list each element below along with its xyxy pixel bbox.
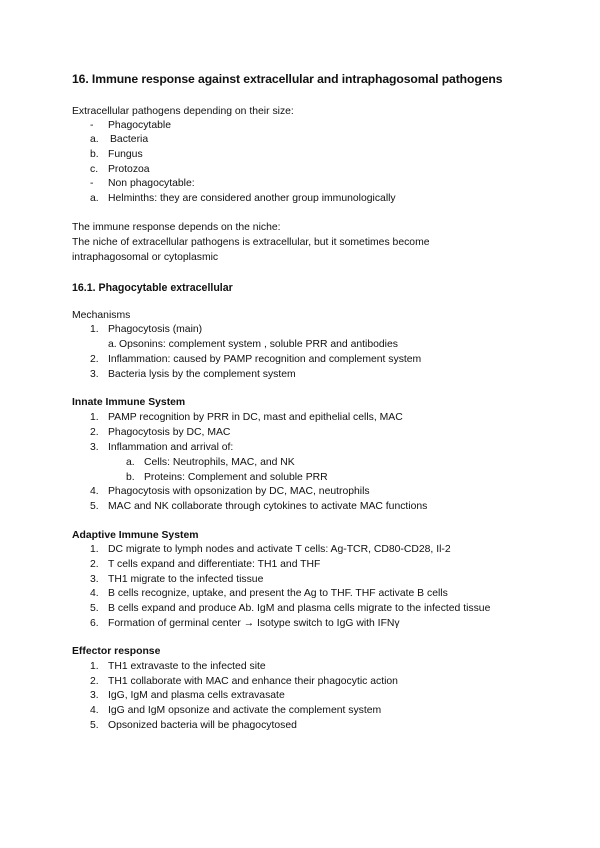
list-marker: 2.: [90, 676, 99, 687]
list-item-text: Non phagocytable:: [108, 178, 195, 189]
list-item-text: Protozoa: [108, 164, 150, 175]
mechanisms-label: Mechanisms: [72, 310, 131, 321]
list-marker: b.: [126, 472, 135, 483]
list-marker: 4.: [90, 588, 99, 599]
innate-heading: Innate Immune System: [72, 397, 186, 408]
list-item-text: TH1 migrate to the infected tissue: [108, 574, 264, 585]
effector-heading: Effector response: [72, 646, 161, 657]
list-item-text: Opsonized bacteria will be phagocytosed: [108, 720, 297, 731]
list-item-text: B cells recognize, uptake, and present the Ag to THF. THF activate B cells: [108, 588, 448, 599]
list-marker: 4.: [90, 705, 99, 716]
niche-line: intraphagosomal or cytoplasmic: [72, 252, 219, 263]
list-item-text: Phagocytosis (main): [108, 324, 203, 335]
list-marker: 1.: [90, 544, 99, 555]
list-item-text: Opsonins: complement system , soluble PRR and antibodies: [119, 339, 398, 350]
list-marker: 3.: [90, 369, 99, 380]
list-item-text: Inflammation and arrival of:: [108, 442, 234, 453]
list-marker: -: [90, 178, 94, 189]
list-marker: 1.: [90, 661, 99, 672]
list-marker: 2.: [90, 354, 99, 365]
list-item-text: T cells expand and differentiate: TH1 and THF: [108, 559, 321, 570]
list-item-text: Phagocytosis by DC, MAC: [108, 427, 231, 438]
adaptive-heading: Adaptive Immune System: [72, 530, 199, 541]
list-item-text: Bacteria lysis by the complement system: [108, 369, 296, 380]
list-marker: b.: [90, 149, 99, 160]
list-item-text: Helminths: they are considered another group immunologically: [108, 193, 396, 204]
list-marker: a.: [126, 457, 135, 468]
section-heading: 16.1. Phagocytable extracellular: [72, 282, 233, 294]
list-marker: 5.: [90, 501, 99, 512]
list-item-text: IgG, IgM and plasma cells extravasate: [108, 690, 285, 701]
list-marker: a.: [108, 339, 117, 350]
list-item-text: Fungus: [108, 149, 143, 160]
list-marker: 3.: [90, 574, 99, 585]
list-marker: 1.: [90, 412, 99, 423]
list-marker: c.: [90, 164, 99, 175]
niche-line: The immune response depends on the niche:: [72, 222, 281, 233]
list-item-text: B cells expand and produce Ab. IgM and plasma cells migrate to the infected tissue: [108, 603, 491, 614]
page-title: 16. Immune response against extracellular and intraphagosomal pathogens: [72, 72, 503, 86]
list-marker: 1.: [90, 324, 99, 335]
list-item-text: Proteins: Complement and soluble PRR: [144, 472, 328, 483]
list-marker: 5.: [90, 720, 99, 731]
list-item-text: MAC and NK collaborate through cytokines to activate MAC functions: [108, 501, 428, 512]
niche-line: The niche of extracellular pathogens is extracellular, but it sometimes become: [72, 237, 430, 248]
list-item-text: IgG and IgM opsonize and activate the complement system: [108, 705, 382, 716]
list-item-text: Cells: Neutrophils, MAC, and NK: [144, 457, 295, 468]
list-marker: -: [90, 120, 94, 131]
list-item-text: Formation of germinal center → Isotype switch to IgG with IFNγ: [108, 618, 400, 629]
list-item-text: Phagocytable: [108, 120, 171, 131]
list-marker: 3.: [90, 442, 99, 453]
list-item-text: Phagocytosis with opsonization by DC, MAC, neutrophils: [108, 486, 370, 497]
list-item-text: TH1 collaborate with MAC and enhance their phagocytic action: [108, 676, 398, 687]
list-marker: 2.: [90, 559, 99, 570]
list-item-text: Inflammation: caused by PAMP recognition and complement system: [108, 354, 422, 365]
list-marker: 2.: [90, 427, 99, 438]
list-item-text: Bacteria: [110, 134, 149, 145]
list-item-text: PAMP recognition by PRR in DC, mast and epithelial cells, MAC: [108, 412, 403, 423]
list-marker: 6.: [90, 618, 99, 629]
list-marker: 4.: [90, 486, 99, 497]
list-marker: a.: [90, 134, 99, 145]
list-marker: 3.: [90, 690, 99, 701]
list-marker: a.: [90, 193, 99, 204]
list-marker: 5.: [90, 603, 99, 614]
list-item-text: TH1 extravaste to the infected site: [108, 661, 266, 672]
intro-lead: Extracellular pathogens depending on their size:: [72, 106, 294, 117]
list-item-text: DC migrate to lymph nodes and activate T cells: Ag-TCR, CD80-CD28, Il-2: [108, 544, 451, 555]
